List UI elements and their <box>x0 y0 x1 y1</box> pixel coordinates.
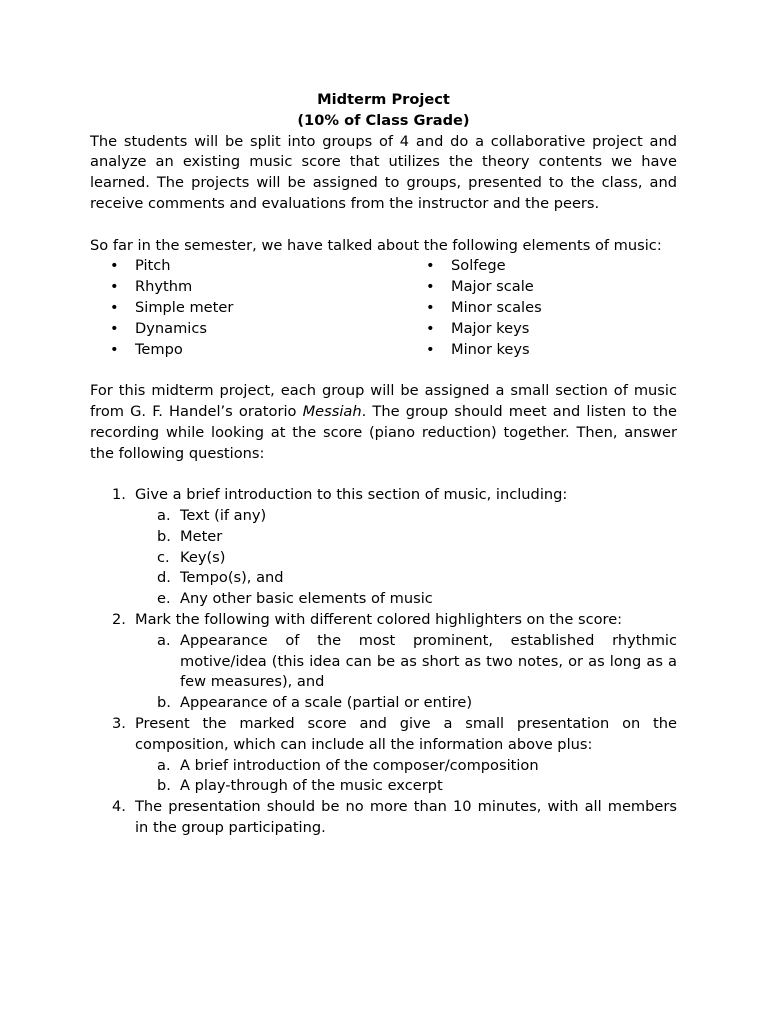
list-item-label: Rhythm <box>135 278 193 296</box>
questions-list <box>90 485 677 839</box>
list-item <box>90 256 406 277</box>
elements-intro-paragraph: So far in the semester, we have talked about the following elements of music: <box>90 236 662 254</box>
bullet-icon: • <box>426 278 435 296</box>
sub-question-letter: a. <box>157 756 171 774</box>
bullet-icon: • <box>110 340 119 358</box>
sub-question-item <box>135 756 677 777</box>
bullet-icon: • <box>426 257 435 275</box>
question-item <box>90 485 677 610</box>
list-item <box>90 298 406 319</box>
sub-question-text: A play-through of the music excerpt <box>180 777 443 795</box>
sub-question-text: Any other basic elements of music <box>180 590 433 608</box>
list-item-label: Tempo <box>135 340 183 358</box>
sub-question-item <box>135 631 677 693</box>
sub-question-text: Text (if any) <box>180 506 267 524</box>
sub-question-list <box>135 756 677 798</box>
document-subtitle: (10% of Class Grade) <box>297 111 470 129</box>
elements-bullet-list <box>90 256 677 360</box>
document-page <box>90 90 677 839</box>
sub-question-item <box>135 527 677 548</box>
bullet-icon: • <box>110 298 119 316</box>
paragraph-gap <box>90 360 677 381</box>
sub-question-list <box>135 506 677 610</box>
list-item <box>406 319 542 340</box>
list-item <box>406 256 542 277</box>
bullet-icon: • <box>426 340 435 358</box>
list-item <box>406 298 542 319</box>
sub-question-letter: e. <box>157 590 171 608</box>
sub-question-letter: b. <box>157 694 171 712</box>
document-title: Midterm Project <box>317 91 450 108</box>
sub-question-text: A brief introduction of the composer/composition <box>180 756 539 774</box>
sub-question-item <box>135 506 677 527</box>
bullet-icon: • <box>426 298 435 316</box>
bullet-icon: • <box>110 278 119 296</box>
sub-question-text: Meter <box>180 527 223 545</box>
question-text: The presentation should be no more than 10 minutes, with all members in the group participating. <box>135 798 677 836</box>
sub-question-letter: a. <box>157 506 171 524</box>
list-item <box>90 277 406 298</box>
list-item-label: Solfege <box>451 257 506 275</box>
bullet-icon: • <box>426 319 435 337</box>
work-title: Messiah <box>302 402 362 420</box>
list-item-label: Major scale <box>451 278 534 296</box>
question-item <box>90 797 677 839</box>
question-text: Present the marked score and give a small presentation on the composition, which can include all the information above plus: <box>135 714 677 753</box>
list-item-label: Simple meter <box>135 298 234 316</box>
sub-question-letter: a. <box>157 631 171 649</box>
question-text: Give a brief introduction to this section of music, including: <box>135 486 568 504</box>
bullet-icon: • <box>110 257 119 275</box>
list-item-label: Pitch <box>135 257 171 275</box>
list-item <box>90 340 406 361</box>
sub-question-letter: b. <box>157 777 171 795</box>
question-number: 3. <box>112 714 126 732</box>
sub-question-text: Appearance of a scale (partial or entire) <box>180 694 473 712</box>
question-number: 1. <box>112 486 126 504</box>
sub-question-item <box>135 693 677 714</box>
intro-paragraph: The students will be split into groups of 4 and do a collaborative project and analyze an existing music score that utilizes the theory contents we have learned. The projects will be assigned to groups, presented to the class, and receive comments and evaluations from the instructor and the peers. <box>90 132 677 212</box>
assignment-paragraph <box>90 381 677 464</box>
list-item-label: Dynamics <box>135 319 207 337</box>
assignment-text: For this midterm project, each group will be assigned a small section of music from G. F. Handel’s oratorio <box>90 382 677 420</box>
list-item-label: Minor scales <box>451 298 542 316</box>
list-item-label: Minor keys <box>451 340 530 358</box>
list-item <box>90 319 406 340</box>
sub-question-item <box>135 548 677 569</box>
question-number: 2. <box>112 610 126 628</box>
question-item <box>90 714 677 797</box>
list-item <box>406 340 542 361</box>
sub-question-text: Appearance of the most prominent, established rhythmic motive/idea (this idea can be as short as two notes, or as long as a few measures), and <box>180 631 677 691</box>
paragraph-gap <box>90 464 677 485</box>
sub-question-letter: d. <box>157 569 171 587</box>
paragraph-gap <box>90 215 677 236</box>
elements-left-column <box>90 256 406 360</box>
question-text: Mark the following with different colored highlighters on the score: <box>135 610 623 628</box>
sub-question-text: Key(s) <box>180 548 226 566</box>
list-item <box>406 277 542 298</box>
list-item-label: Major keys <box>451 319 530 337</box>
sub-question-item <box>135 776 677 797</box>
bullet-icon: • <box>110 319 119 337</box>
sub-question-list <box>135 631 677 714</box>
assignment-text: . The group should meet and listen to the recording while looking at the score (piano reduction) together. Then, answer the following questions: <box>90 402 677 462</box>
sub-question-item <box>135 568 677 589</box>
sub-question-text: Tempo(s), and <box>180 569 284 587</box>
question-number: 4. <box>112 798 126 816</box>
sub-question-letter: b. <box>157 527 171 545</box>
sub-question-letter: c. <box>157 548 170 566</box>
question-item <box>90 610 677 714</box>
elements-right-column <box>406 256 542 360</box>
sub-question-item <box>135 589 677 610</box>
